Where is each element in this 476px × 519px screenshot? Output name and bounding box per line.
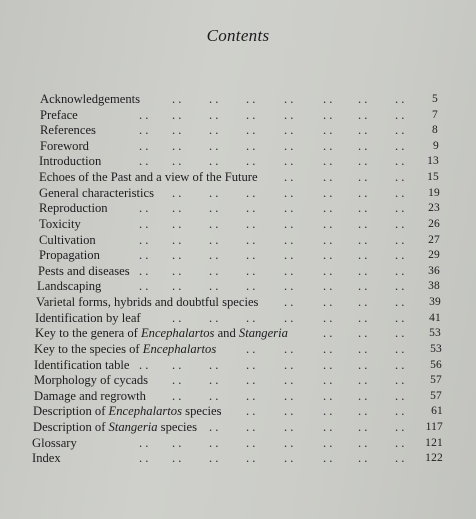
dot-leader: . . [395, 326, 405, 341]
dot-leader: . . [172, 92, 182, 106]
dot-leader: . . [284, 420, 294, 435]
dot-leader: . . [246, 107, 256, 122]
dot-leader: . . [172, 248, 182, 263]
dot-leader: . . [323, 388, 333, 403]
dot-leader: . . [284, 295, 294, 310]
dot-leader: . . [172, 263, 182, 278]
dot-leader: . . [284, 216, 294, 231]
toc-entry-title [33, 420, 197, 436]
toc-entry-title: Cultivation [39, 232, 96, 247]
toc-entry-title: Identification by leaf [35, 310, 141, 325]
dot-leader: . . [323, 107, 333, 122]
dot-leader: . . [139, 138, 149, 153]
toc-entry-title: Glossary [32, 435, 77, 450]
dot-leader: . . [209, 388, 219, 403]
dot-leader: . . [358, 201, 368, 216]
toc-entry-segment: species [157, 420, 198, 435]
dot-leader: . . [246, 279, 256, 294]
dot-leader: . . [209, 248, 219, 263]
dot-leader: . . [323, 295, 333, 310]
dot-leader: . . [209, 310, 219, 325]
dot-leader: . . [172, 310, 182, 325]
dot-leader: . . [395, 201, 405, 216]
dot-leader: . . [172, 107, 182, 122]
dot-leader: . . [358, 435, 368, 450]
dot-leader: . . [323, 154, 333, 169]
dot-leader: . . [358, 216, 368, 231]
dot-leader: . . [395, 248, 405, 263]
dot-leader: . . [209, 373, 219, 388]
dot-leader: . . [395, 170, 405, 185]
dot-leader: . . [284, 185, 294, 200]
dot-leader: . . [172, 435, 182, 450]
dot-leader: . . [323, 248, 333, 263]
dot-leader: . . [139, 435, 149, 450]
toc-entry-title: Varietal forms, hybrids and doubtful species [36, 295, 259, 310]
dot-leader: . . [395, 232, 405, 247]
dot-leader: . . [209, 357, 219, 372]
dot-leader: . . [358, 388, 368, 403]
toc-entry [35, 326, 441, 342]
dot-leader: . . [172, 451, 182, 466]
dot-leader: . . [358, 263, 368, 278]
toc-entry [39, 233, 440, 249]
toc-entry-title: Identification table [34, 357, 130, 372]
dot-leader: . . [246, 420, 256, 435]
dot-leader: . . [209, 185, 219, 200]
dot-leader: . . [139, 216, 149, 231]
dot-leader: . . [246, 435, 256, 450]
toc-page-number: 53 [430, 342, 442, 355]
dot-leader: . . [358, 170, 368, 185]
dot-leader: . . [209, 201, 219, 216]
toc-entry-title: Preface [40, 107, 78, 122]
dot-leader: . . [358, 107, 368, 122]
dot-leader: . . [395, 357, 405, 372]
dot-leader: . . [395, 420, 405, 435]
dot-leader: . . [323, 123, 333, 138]
dot-leader: . . [139, 357, 149, 372]
dot-leader: . . [395, 92, 405, 106]
toc-entry-segment: Key to the genera of [35, 326, 141, 341]
toc-entry [34, 373, 442, 389]
toc-entry-italic-segment: Encephalartos [108, 404, 183, 419]
dot-leader: . . [323, 263, 333, 278]
dot-leader: . . [358, 310, 368, 325]
dot-leader: . . [139, 451, 149, 466]
toc-page-number: 5 [432, 93, 438, 105]
dot-leader: . . [246, 123, 256, 138]
toc-entry-italic-segment: Stangeria [108, 420, 158, 435]
toc-entry-title: Acknowledgements [40, 92, 141, 106]
toc-entry [36, 295, 441, 311]
toc-page-number: 56 [430, 358, 442, 371]
dot-leader: . . [358, 404, 368, 419]
dot-leader: . . [172, 232, 182, 247]
dot-leader: . . [323, 357, 333, 372]
dot-leader: . . [284, 123, 294, 138]
toc-entry-title: Landscaping [37, 279, 102, 294]
dot-leader: . . [139, 107, 149, 122]
dot-leader: . . [284, 388, 294, 403]
toc-entry-title [35, 326, 288, 342]
dot-leader: . . [139, 232, 149, 247]
dot-leader: . . [284, 248, 294, 263]
toc-entry [40, 139, 439, 155]
toc-page-number: 19 [428, 186, 440, 199]
dot-leader: . . [209, 263, 219, 278]
dot-leader: . . [323, 310, 333, 325]
dot-leader: . . [139, 279, 149, 294]
dot-leader: . . [209, 435, 219, 450]
dot-leader: . . [209, 420, 219, 435]
toc-entry [34, 342, 442, 358]
dot-leader: . . [209, 138, 219, 153]
dot-leader: . . [284, 138, 294, 153]
dot-leader: . . [323, 341, 333, 356]
dot-leader: . . [395, 138, 405, 153]
toc-page-number: 13 [427, 155, 439, 168]
dot-leader: . . [246, 138, 256, 153]
dot-leader: . . [172, 185, 182, 200]
dot-leader: . . [139, 154, 149, 169]
toc-entry [34, 389, 442, 405]
dot-leader: . . [172, 201, 182, 216]
toc-entry-italic-segment: Encephalartos [140, 326, 215, 341]
toc-entry-title: Foreword [40, 138, 89, 153]
dot-leader: . . [209, 279, 219, 294]
toc-page-number: 121 [425, 436, 443, 449]
toc-entry [39, 248, 440, 264]
toc-page-number: 36 [428, 264, 440, 277]
dot-leader: . . [284, 92, 294, 106]
toc-entry [32, 451, 443, 467]
toc-entry-title: Echoes of the Past and a view of the Future [39, 170, 258, 185]
toc-entry [33, 420, 443, 436]
toc-entry-segment: Key to the species of [34, 341, 143, 356]
dot-leader: . . [323, 373, 333, 388]
dot-leader: . . [246, 357, 256, 372]
toc-entry [39, 170, 439, 186]
dot-leader: . . [358, 357, 368, 372]
toc-entry [40, 123, 438, 139]
dot-leader: . . [139, 263, 149, 278]
toc-entry [39, 186, 440, 202]
dot-leader: . . [246, 201, 256, 216]
dot-leader: . . [284, 373, 294, 388]
dot-leader: . . [323, 92, 333, 106]
dot-leader: . . [209, 123, 219, 138]
toc-entry [39, 217, 440, 233]
dot-leader: . . [139, 123, 149, 138]
dot-leader: . . [246, 185, 256, 200]
dot-leader: . . [209, 232, 219, 247]
toc-entry [40, 108, 438, 124]
toc-entry-italic-segment: Stangeria [238, 326, 288, 341]
dot-leader: . . [395, 388, 405, 403]
toc-entry [32, 436, 443, 452]
toc-page-number: 8 [432, 124, 438, 137]
toc-page-number: 15 [427, 171, 439, 184]
dot-leader: . . [323, 170, 333, 185]
toc-page-number: 23 [428, 202, 440, 215]
toc-page-number: 57 [430, 374, 442, 387]
toc-page-number: 122 [425, 452, 443, 465]
dot-leader: . . [395, 123, 405, 138]
dot-leader: . . [284, 263, 294, 278]
dot-leader: . . [323, 404, 333, 419]
toc-entry-italic-segment: Encephalartos [142, 341, 217, 356]
dot-leader: . . [358, 341, 368, 356]
dot-leader: . . [323, 420, 333, 435]
dot-leader: . . [284, 107, 294, 122]
toc-entry-title [34, 342, 216, 358]
dot-leader: . . [395, 310, 405, 325]
toc-entry-title: Toxicity [39, 216, 81, 231]
dot-leader: . . [209, 107, 219, 122]
dot-leader: . . [284, 170, 294, 185]
toc-page-number: 7 [432, 108, 438, 121]
dot-leader: . . [246, 232, 256, 247]
toc-entry-title: Index [32, 451, 61, 466]
dot-leader: . . [139, 201, 149, 216]
toc-entry-title: General characteristics [39, 185, 155, 200]
dot-leader: . . [172, 154, 182, 169]
dot-leader: . . [395, 404, 405, 419]
page-title: Contents [206, 26, 270, 45]
dot-leader: . . [284, 232, 294, 247]
dot-leader: . . [358, 138, 368, 153]
toc-entry-segment: Description of [33, 404, 109, 419]
toc-page-number: 117 [425, 421, 443, 434]
dot-leader: . . [172, 279, 182, 294]
toc-page-number: 41 [429, 311, 441, 324]
dot-leader: . . [284, 341, 294, 356]
dot-leader: . . [395, 341, 405, 356]
toc-page-number: 38 [428, 280, 440, 293]
dot-leader: . . [323, 435, 333, 450]
dot-leader: . . [246, 248, 256, 263]
toc-entry [35, 311, 441, 327]
dot-leader: . . [246, 341, 256, 356]
dot-leader: . . [284, 435, 294, 450]
dot-leader: . . [395, 107, 405, 122]
dot-leader: . . [323, 201, 333, 216]
toc-page-number: 39 [429, 296, 441, 309]
dot-leader: . . [395, 263, 405, 278]
toc-page-number: 27 [428, 233, 440, 246]
toc-entry-title: Propagation [39, 248, 100, 263]
dot-leader: . . [246, 388, 256, 403]
dot-leader: . . [284, 154, 294, 169]
dot-leader: . . [395, 154, 405, 169]
dot-leader: . . [358, 295, 368, 310]
dot-leader: . . [284, 357, 294, 372]
toc-page-number: 53 [429, 327, 441, 340]
toc-entry [37, 279, 440, 295]
dot-leader: . . [358, 326, 368, 341]
toc-page-number: 57 [430, 389, 442, 402]
toc-page-number: 26 [428, 217, 440, 230]
toc-entry-title: Damage and regrowth [34, 388, 146, 403]
dot-leader: . . [358, 232, 368, 247]
toc-entry-title [33, 404, 222, 420]
dot-leader: . . [246, 92, 256, 106]
dot-leader: . . [395, 216, 405, 231]
dot-leader: . . [172, 388, 182, 403]
toc-entry-title: Reproduction [39, 201, 108, 216]
dot-leader: . . [358, 154, 368, 169]
dot-leader: . . [246, 373, 256, 388]
dot-leader: . . [358, 248, 368, 263]
dot-leader: . . [209, 154, 219, 169]
dot-leader: . . [246, 404, 256, 419]
dot-leader: . . [172, 373, 182, 388]
dot-leader: . . [172, 123, 182, 138]
dot-leader: . . [246, 451, 256, 466]
dot-leader: . . [246, 216, 256, 231]
dot-leader: . . [284, 279, 294, 294]
dot-leader: . . [246, 310, 256, 325]
dot-leader: . . [323, 279, 333, 294]
dot-leader: . . [209, 92, 219, 106]
dot-leader: . . [323, 216, 333, 231]
toc-page-number: 61 [431, 405, 443, 418]
dot-leader: . . [323, 185, 333, 200]
toc-entry-segment: and [214, 326, 239, 341]
toc-entry [39, 201, 440, 217]
toc-entry [34, 358, 442, 374]
dot-leader: . . [172, 216, 182, 231]
dot-leader: . . [246, 154, 256, 169]
toc-entry [39, 154, 439, 170]
dot-leader: . . [246, 263, 256, 278]
toc-entry-segment: Description of [33, 420, 109, 435]
dot-leader: . . [358, 279, 368, 294]
dot-leader: . . [395, 295, 405, 310]
dot-leader: . . [172, 138, 182, 153]
dot-leader: . . [323, 138, 333, 153]
toc-entry [40, 92, 438, 108]
toc-entry-title: Morphology of cycads [34, 373, 149, 388]
dot-leader: . . [395, 279, 405, 294]
toc-entry [33, 404, 443, 420]
dot-leader: . . [395, 451, 405, 466]
dot-leader: . . [323, 326, 333, 341]
dot-leader: . . [358, 92, 368, 106]
toc-entry-title: Pests and diseases [38, 263, 130, 278]
dot-leader: . . [358, 123, 368, 138]
dot-leader: . . [395, 185, 405, 200]
toc-entry-title: References [40, 123, 96, 138]
toc-entry-title: Introduction [39, 154, 102, 169]
dot-leader: . . [395, 373, 405, 388]
dot-leader: . . [358, 373, 368, 388]
dot-leader: . . [284, 201, 294, 216]
dot-leader: . . [395, 435, 405, 450]
dot-leader: . . [209, 451, 219, 466]
dot-leader: . . [284, 451, 294, 466]
dot-leader: . . [209, 216, 219, 231]
toc-entry [38, 264, 440, 280]
dot-leader: . . [358, 451, 368, 466]
toc-page-number: 9 [433, 139, 439, 152]
dot-leader: . . [139, 248, 149, 263]
dot-leader: . . [358, 185, 368, 200]
dot-leader: . . [323, 451, 333, 466]
toc-entry-segment: species [182, 404, 222, 419]
dot-leader: . . [284, 310, 294, 325]
dot-leader: . . [358, 420, 368, 435]
dot-leader: . . [172, 357, 182, 372]
dot-leader: . . [323, 232, 333, 247]
dot-leader: . . [284, 404, 294, 419]
toc-page-number: 29 [428, 249, 440, 262]
